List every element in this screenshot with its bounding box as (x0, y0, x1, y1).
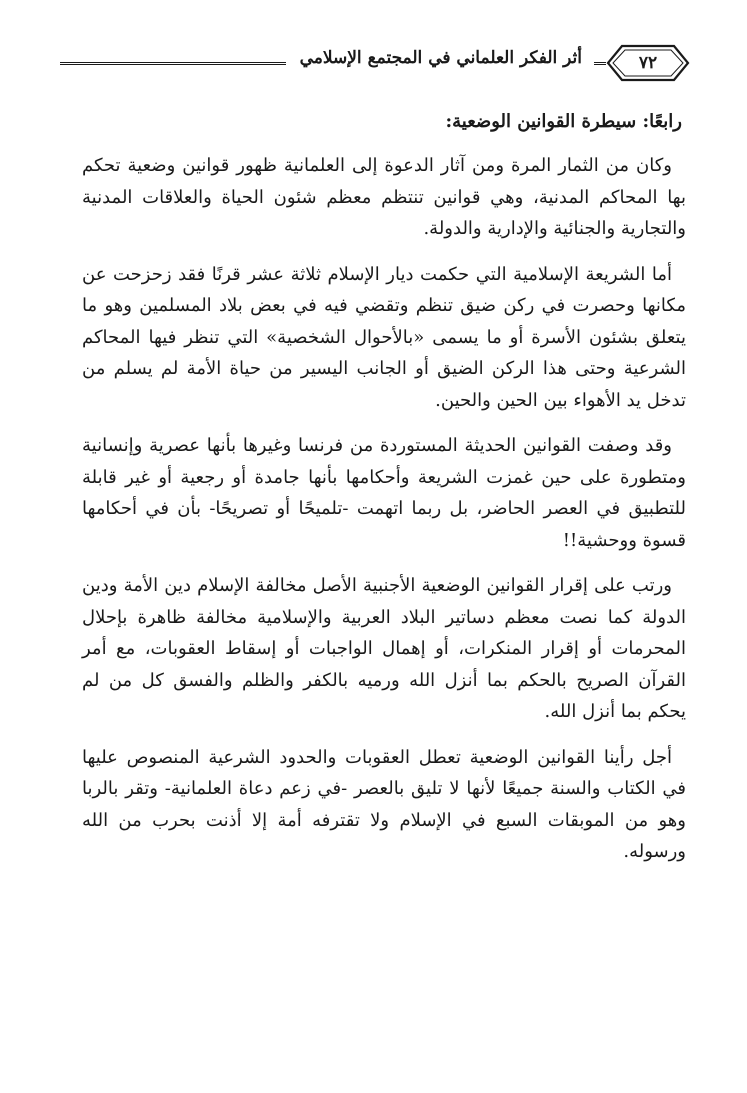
paragraph-2: أما الشريعة الإسلامية التي حكمت ديار الإسلام ثلاثة عشر قرنًا فقد زحزحت عن مكانها وحصرت في ركن ضيق تنظم وتقضي فيه في بعض بلاد المسلمين وهو ما يتعلق بشئون الأسرة أو ما يسمى «بالأحوال الشخصية» التي تنظر فيها المحاكم الشرعية وحتى هذا الركن الضيق أو الجانب اليسير من حياة الأمة لم يسلم من تدخل يد الأهواء بين الحين والحين. (82, 263, 686, 411)
running-title: أثر الفكر العلماني في المجتمع الإسلامي (299, 48, 582, 68)
section-heading: رابعًا: سيطرة القوانين الوضعية: (445, 111, 682, 132)
running-header (60, 40, 690, 86)
paragraph-3: وقد وصفت القوانين الحديثة المستوردة من فرنسا وغيرها بأنها عصرية وإنسانية ومتطورة على حين غمزت الشريعة وأحكامها بأنها جامدة أو رجعية أو غير قابلة للتطبيق في العصر الحاضر، بل ربما اتهمت -تلميحًا أو تصريحًا- بأن في أحكامها قسوة ووحشية!! (82, 435, 686, 551)
page-number: ٧٢ (638, 53, 658, 73)
header-rule-right (594, 62, 606, 65)
body-text (82, 106, 686, 868)
paragraph-5: أجل رأينا القوانين الوضعية تعطل العقوبات والحدود الشرعية المنصوص عليها في الكتاب والسنة جميعًا لأنها لا تليق بالعصر -في زعم دعاة العلمانية- وتقر بالربا وهو من الموبقات السبع في الإسلام ولا تقترفه أمة إلا أذنت بحرب من الله ورسوله. (82, 746, 686, 862)
paragraph-1: وكان من الثمار المرة ومن آثار الدعوة إلى العلمانية ظهور قوانين وضعية تحكم بها المحاكم المدنية، وهي قوانين تنتظم معظم شئون الحياة والعلاقات المدنية والتجارية والجنائية والإدارية والدولة. (82, 155, 686, 239)
page-number-badge (606, 42, 690, 84)
paragraph-4: ورتب على إقرار القوانين الوضعية الأجنبية الأصل مخالفة الإسلام دين الأمة ودين الدولة كما نصت معظم دساتير البلاد العربية والإسلامية مخالفة ظاهرة بإحلال المحرمات أو إقرار المنكرات، أو إهمال الواجبات أو إسقاط العقوبات، مع أمر القرآن الصريح بالحكم بما أنزل الله ورميه بالكفر والظلم والفسق كل من لم يحكم بما أنزل الله. (82, 575, 686, 722)
header-rule-left (60, 62, 286, 65)
